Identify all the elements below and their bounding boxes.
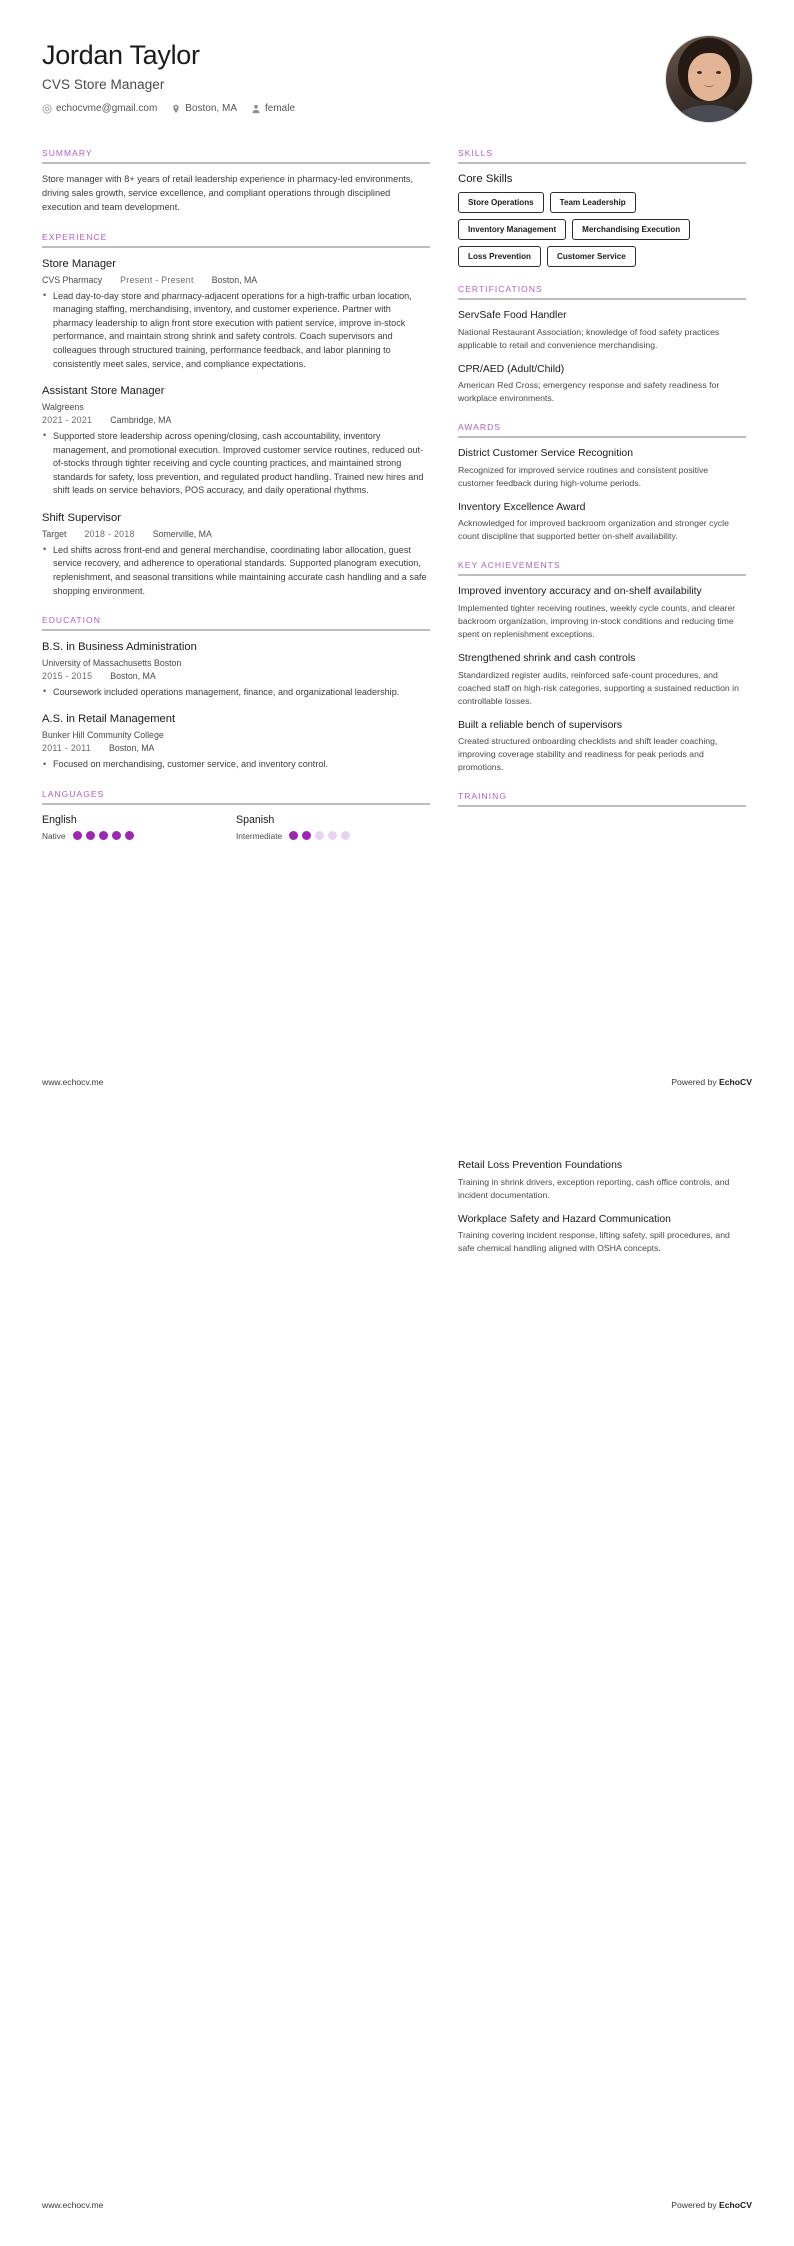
section-training-continued — [458, 1159, 746, 1255]
experience-entry — [42, 511, 430, 598]
section-skills — [458, 148, 746, 267]
languages-rule — [42, 803, 430, 805]
job-location: Somerville, MA — [152, 528, 212, 539]
contact-location-text: Boston, MA — [185, 103, 237, 115]
languages-list — [42, 814, 430, 841]
right-column-page2 — [458, 1159, 746, 1272]
achievement-item — [458, 652, 746, 708]
contact-location — [171, 103, 237, 114]
header-text-block — [42, 36, 295, 114]
training-title: Retail Loss Prevention Foundations — [458, 1160, 623, 1171]
footer-brand-name: EchoCV — [719, 2200, 752, 2210]
contact-email-text: echocvme@gmail.com — [56, 103, 158, 115]
language-dot-filled — [112, 831, 121, 840]
email-icon — [42, 104, 52, 114]
training-item — [458, 1159, 746, 1202]
language-dot-filled — [289, 831, 298, 840]
job-title: Shift Supervisor — [42, 512, 121, 525]
education-heading: EDUCATION — [42, 615, 101, 626]
awards-heading: AWARDS — [458, 422, 501, 433]
job-bullet: • Supported store leadership across opening/closing, cash accountability, inventory management, and promotional execution. Improved customer service routines, reduced out-of-stocks through tighter receiving and cycle counting practices, and maintained strong standards for safety, loss prevention, and regulated product handling. Trained new hires and shift leads on service behaviors, POS accuracy, and daily operational rhythms. — [42, 430, 430, 498]
training-title: Workplace Safety and Hazard Communication — [458, 1213, 671, 1225]
candidate-title: CVS Store Manager — [42, 77, 165, 93]
education-meta — [42, 671, 430, 681]
certification-desc: National Restaurant Association; knowledge of food safety practices applicable to retail and convenience merchandising. — [458, 326, 720, 350]
education-entry — [42, 640, 430, 699]
footer-brand-name: EchoCV — [719, 1077, 752, 1087]
education-rule — [42, 629, 430, 631]
avatar — [666, 36, 752, 122]
certification-item — [458, 363, 746, 406]
resume-page-2 — [0, 1123, 794, 2246]
person-icon — [251, 104, 261, 114]
education-date: 2011 - 2011 — [42, 743, 91, 754]
language-level: Intermediate — [236, 830, 283, 841]
contact-email — [42, 103, 157, 114]
language-rating-row — [42, 831, 236, 841]
award-item — [458, 501, 746, 544]
skill-chip: Merchandising Execution — [572, 219, 690, 240]
footer-url: www.echocv.me — [42, 2200, 104, 2210]
degree-title: A.S. in Retail Management — [42, 713, 176, 726]
achievement-item — [458, 719, 746, 775]
language-level: Native — [42, 830, 66, 841]
job-bullets — [42, 290, 430, 372]
training-rule — [458, 805, 746, 807]
language-dot-filled — [99, 831, 108, 840]
school-name: Bunker Hill Community College — [42, 730, 164, 741]
certification-title: ServSafe Food Handler — [458, 310, 567, 321]
contact-row — [42, 103, 295, 114]
education-date: 2015 - 2015 — [42, 670, 93, 681]
achievement-title: Improved inventory accuracy and on-shelf availability — [458, 586, 702, 598]
certifications-heading: CERTIFICATIONS — [458, 284, 543, 294]
page-footer — [42, 2200, 752, 2210]
job-bullet: • Led shifts across front-end and general merchandise, coordinating labor allocation, guest service recovery, and adherence to operational standards. Supported planogram execution, replenishment, and seasonal transitions while maintaining accurate cash handling and a safe shopping environment. — [42, 544, 430, 599]
award-desc: Acknowledged for improved backroom organization and stronger cycle count discipline that supported better on-shelf availability. — [458, 518, 729, 542]
contact-gender-text: female — [265, 103, 296, 115]
skill-chip: Inventory Management — [458, 219, 566, 240]
skill-chip-list — [458, 192, 746, 267]
achievement-item — [458, 585, 746, 641]
language-rating-row — [236, 831, 430, 841]
language-name: Spanish — [236, 813, 275, 826]
achievement-desc: Implemented tighter receiving routines, weekly cycle counts, and clearer backroom organization, improving in-stock conditions and reducing time spent on replenishment exceptions. — [458, 602, 736, 640]
skills-group-title: Core Skills — [458, 173, 513, 185]
footer-powered-text: Powered by — [671, 2200, 720, 2210]
achievement-title: Strengthened shrink and cash controls — [458, 653, 636, 665]
achievement-desc: Standardized register audits, reinforced safe-count procedures, and coached staff on high-risk categories, supporting a sustained reduction in controllable losses. — [458, 669, 739, 706]
skill-chip: Team Leadership — [550, 192, 636, 213]
content-columns-page2 — [42, 1159, 752, 1272]
certification-desc: American Red Cross; emergency response and safety readiness for workplace environments. — [458, 380, 720, 404]
achievement-desc: Created structured onboarding checklists and shift leader coaching, improving coverage stability and readiness for peak periods and promotions. — [458, 736, 718, 773]
skill-chip: Loss Prevention — [458, 246, 541, 267]
footer-brand — [671, 1077, 752, 1087]
certification-item — [458, 309, 746, 352]
resume-header — [42, 36, 752, 122]
language-dot-empty — [328, 831, 337, 840]
section-experience — [42, 232, 430, 598]
language-item — [236, 814, 430, 841]
location-pin-icon — [171, 104, 181, 114]
footer-brand — [671, 2200, 752, 2210]
school-name: University of Massachusetts Boston — [42, 657, 182, 668]
summary-rule — [42, 162, 430, 164]
section-summary — [42, 148, 430, 215]
language-item — [42, 814, 236, 841]
job-title: Store Manager — [42, 257, 117, 270]
experience-entry — [42, 384, 430, 498]
footer-powered-text: Powered by — [671, 1077, 720, 1087]
job-meta — [42, 415, 430, 425]
certification-title: CPR/AED (Adult/Child) — [458, 363, 565, 375]
training-desc: Training covering incident response, lifting safety, spill procedures, and safe chemical handling aligned with OSHA concepts. — [458, 1230, 730, 1254]
content-columns — [42, 148, 752, 858]
education-entry — [42, 712, 430, 771]
language-dot-empty — [341, 831, 350, 840]
left-column-page2 — [42, 1159, 430, 1272]
job-org: CVS Pharmacy — [42, 274, 103, 285]
language-name: English — [42, 813, 77, 826]
education-bullets — [42, 758, 430, 772]
job-meta — [42, 529, 430, 539]
job-meta — [42, 275, 430, 285]
training-item — [458, 1213, 746, 1256]
key-achievements-rule — [458, 574, 746, 576]
education-bullets — [42, 686, 430, 700]
job-date: 2021 - 2021 — [42, 414, 93, 425]
award-desc: Recognized for improved service routines and consistent positive customer feedback during high-volume periods. — [458, 464, 709, 488]
education-location: Boston, MA — [108, 743, 155, 754]
language-dot-filled — [302, 831, 311, 840]
job-org: Target — [42, 528, 67, 539]
language-dot-filled — [73, 831, 82, 840]
degree-title: B.S. in Business Administration — [42, 641, 197, 654]
summary-heading: SUMMARY — [42, 148, 93, 158]
section-education — [42, 615, 430, 771]
certifications-rule — [458, 298, 746, 300]
contact-gender — [251, 103, 295, 114]
experience-rule — [42, 246, 430, 248]
training-heading: TRAINING — [458, 791, 508, 802]
job-bullets — [42, 430, 430, 498]
award-item — [458, 447, 746, 490]
job-bullet: • Lead day-to-day store and pharmacy-adjacent operations for a high-traffic urban location, managing staffing, merchandising, inventory, and customer experience. Partner with pharmacy leadership to align front store execution with patient service, improve in-stock performance, and maintain strong shrink and safety controls. Coach supervisors and colleagues through structured training, performance feedback, and labor planning to consistently meet sales, service, and compliance expectations. — [42, 290, 430, 372]
training-desc: Training in shrink drivers, exception reporting, cash office controls, and incident documentation. — [458, 1176, 730, 1200]
skills-heading: SKILLS — [458, 148, 494, 158]
job-location: Boston, MA — [211, 274, 258, 285]
language-dots — [73, 831, 134, 840]
section-awards — [458, 422, 746, 543]
languages-heading: LANGUAGES — [42, 788, 105, 799]
language-dot-filled — [86, 831, 95, 840]
candidate-name: Jordan Taylor — [42, 40, 200, 70]
language-dot-empty — [315, 831, 324, 840]
section-training-heading-only — [458, 791, 746, 807]
key-achievements-heading: KEY ACHIEVEMENTS — [458, 560, 561, 571]
skill-chip: Customer Service — [547, 246, 636, 267]
job-location: Cambridge, MA — [110, 414, 172, 425]
left-column — [42, 148, 430, 858]
section-certifications — [458, 284, 746, 405]
skills-rule — [458, 162, 746, 164]
skill-chip: Store Operations — [458, 192, 544, 213]
education-location: Boston, MA — [110, 670, 156, 681]
footer-url: www.echocv.me — [42, 1077, 104, 1087]
education-bullet: • Focused on merchandising, customer service, and inventory control. — [42, 758, 430, 772]
job-bullets — [42, 544, 430, 599]
job-date: Present - Present — [120, 274, 194, 285]
education-meta — [42, 743, 430, 753]
award-title: District Customer Service Recognition — [458, 448, 633, 460]
job-title: Assistant Store Manager — [42, 385, 165, 398]
experience-heading: EXPERIENCE — [42, 231, 108, 242]
section-key-achievements — [458, 560, 746, 774]
language-dot-filled — [125, 831, 134, 840]
awards-rule — [458, 436, 746, 438]
award-title: Inventory Excellence Award — [458, 501, 586, 513]
section-languages — [42, 789, 430, 841]
right-column — [458, 148, 746, 858]
language-dots — [289, 831, 350, 840]
job-date: 2018 - 2018 — [84, 528, 135, 539]
experience-entry — [42, 257, 430, 371]
education-bullet: • Coursework included operations management, finance, and organizational leadership. — [42, 686, 430, 700]
page-footer — [42, 1077, 752, 1087]
job-org: Walgreens — [42, 401, 84, 412]
summary-text: Store manager with 8+ years of retail leadership experience in pharmacy-led environments, driving sales growth, service excellence, and compliant operations through disciplined execution and team development. — [42, 174, 414, 212]
achievement-title: Built a reliable bench of supervisors — [458, 719, 623, 731]
